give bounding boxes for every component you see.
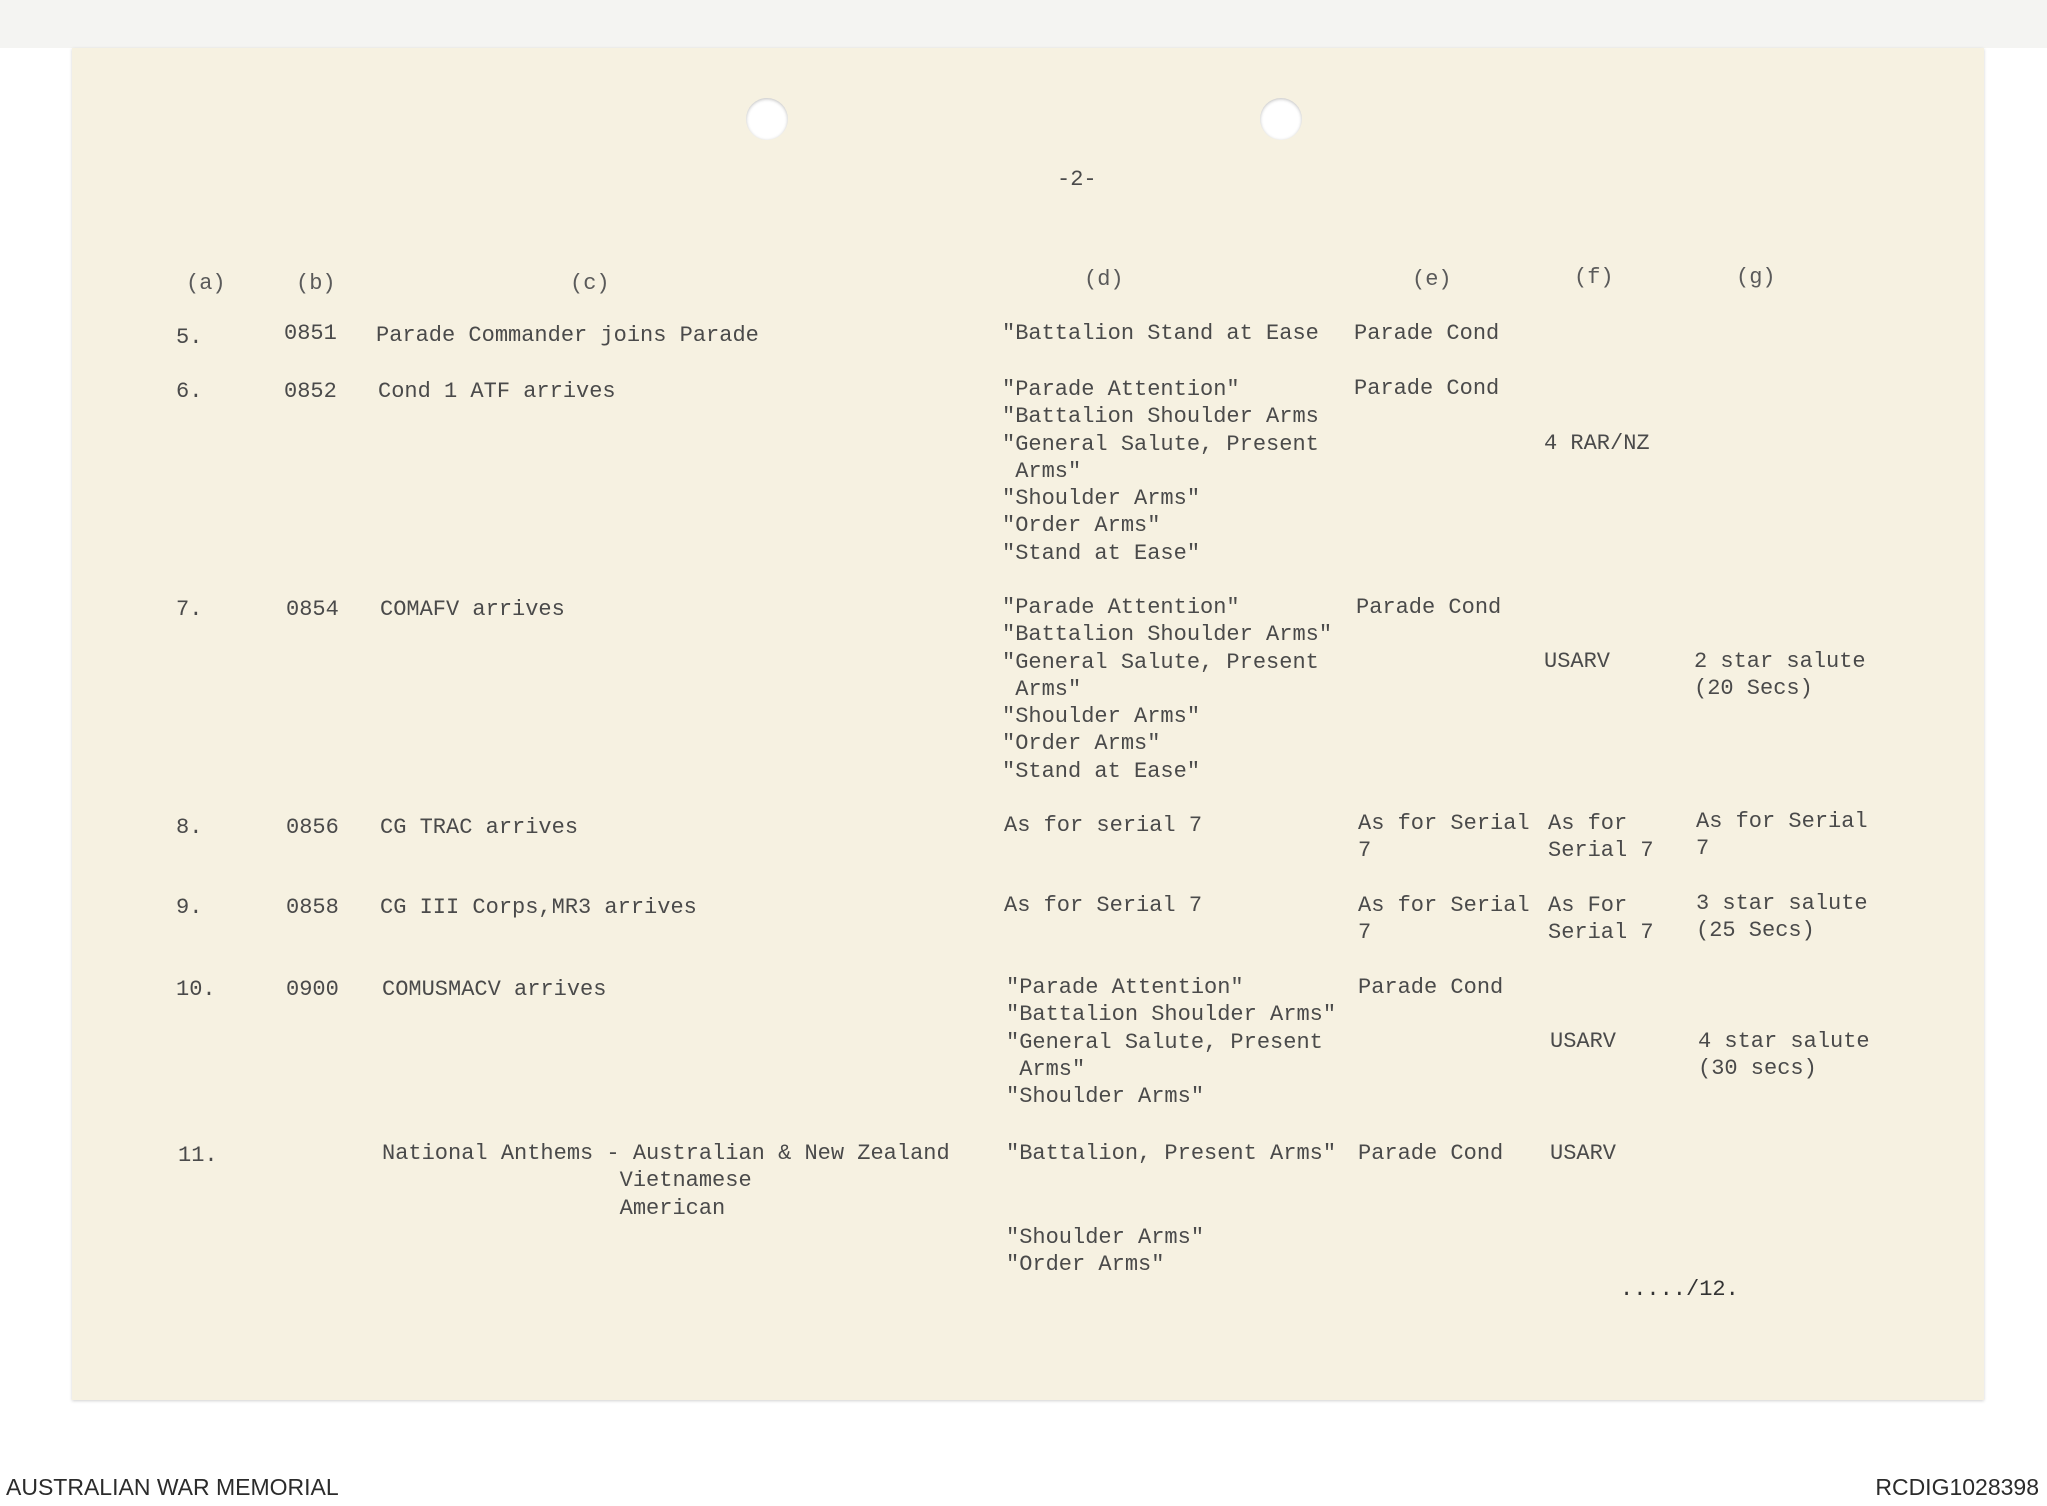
time: 0854	[286, 597, 339, 622]
serial-number: 9.	[176, 895, 203, 920]
words-of-command: "Battalion, Present Arms"	[1006, 1141, 1337, 1166]
event-description: National Anthems - Australian & New Zealand Vietnamese American	[382, 1141, 950, 1221]
column-header-f: (f)	[1574, 265, 1614, 290]
time: 0858	[286, 895, 339, 920]
serial-number: 10.	[176, 977, 216, 1002]
serial-number: 5.	[176, 325, 203, 350]
band: 4 RAR/NZ	[1544, 431, 1650, 456]
serial-number: 6.	[176, 379, 203, 404]
scan-background	[0, 0, 2047, 48]
event-description: Parade Commander joins Parade	[376, 323, 759, 348]
column-header-a: (a)	[186, 271, 226, 296]
given-by: Parade Cond	[1358, 1141, 1504, 1166]
remarks: 4 star salute (30 secs)	[1698, 1029, 1870, 1082]
band: As For Serial 7	[1548, 893, 1654, 946]
time: 0852	[284, 379, 337, 404]
words-of-command: "Parade Attention" "Battalion Shoulder Arms" "General Salute, Present Arms" "Shoulder Arms"	[1006, 975, 1337, 1110]
band: USARV	[1550, 1141, 1617, 1166]
given-by: As for Serial 7	[1358, 893, 1530, 946]
footer-archive-name: AUSTRALIAN WAR MEMORIAL	[6, 1474, 339, 1500]
time: 0851	[284, 321, 337, 346]
continuation-marker: ...../12.	[1620, 1277, 1739, 1302]
event-description: COMUSMACV arrives	[382, 977, 607, 1002]
punch-hole-right	[1260, 98, 1302, 140]
given-by: Parade Cond	[1358, 975, 1504, 1000]
serial-number: 7.	[176, 597, 203, 622]
column-header-c: (c)	[570, 271, 610, 296]
remarks: 3 star salute (25 Secs)	[1696, 891, 1868, 944]
serial-number: 11.	[178, 1143, 218, 1168]
words-of-command: As for Serial 7	[1004, 893, 1203, 918]
band: USARV	[1544, 649, 1611, 674]
words-of-command-continued: "Shoulder Arms" "Order Arms"	[1006, 1225, 1205, 1278]
words-of-command: "Parade Attention" "Battalion Shoulder Arms "General Salute, Present Arms" "Shoulder Arms" "Order Arms" "Stand at Ease"	[1002, 377, 1319, 566]
column-header-d: (d)	[1084, 267, 1124, 292]
remarks: 2 star salute (20 Secs)	[1694, 649, 1866, 702]
band: As for Serial 7	[1548, 811, 1654, 864]
words-of-command: "Battalion Stand at Ease	[1002, 321, 1319, 346]
column-header-b: (b)	[296, 271, 336, 296]
time: 0856	[286, 815, 339, 840]
given-by: Parade Cond	[1354, 321, 1500, 346]
punch-hole-left	[746, 98, 788, 140]
document-page	[72, 48, 1984, 1400]
given-by: Parade Cond	[1356, 595, 1502, 620]
event-description: Cond 1 ATF arrives	[378, 379, 616, 404]
time: 0900	[286, 977, 339, 1002]
column-header-g: (g)	[1736, 265, 1776, 290]
serial-number: 8.	[176, 815, 203, 840]
column-header-e: (e)	[1412, 267, 1452, 292]
event-description: CG TRAC arrives	[380, 815, 579, 840]
event-description: COMAFV arrives	[380, 597, 565, 622]
footer-record-id: RCDIG1028398	[1875, 1474, 2039, 1500]
given-by: As for Serial 7	[1358, 811, 1530, 864]
words-of-command: "Parade Attention" "Battalion Shoulder Arms" "General Salute, Present Arms" "Shoulder Arms" "Order Arms" "Stand at Ease"	[1002, 595, 1333, 784]
page-number: -2-	[1057, 167, 1097, 192]
words-of-command: As for serial 7	[1004, 813, 1203, 838]
event-description: CG III Corps,MR3 arrives	[380, 895, 697, 920]
given-by: Parade Cond	[1354, 376, 1500, 401]
remarks: As for Serial 7	[1696, 809, 1868, 862]
band: USARV	[1550, 1029, 1617, 1054]
